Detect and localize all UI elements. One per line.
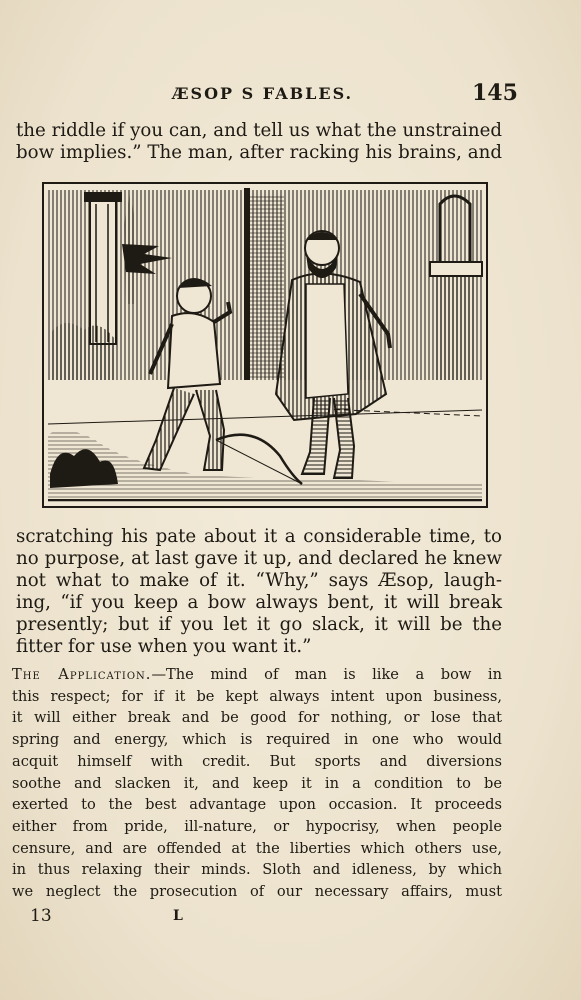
text-line: not what to make of it. “Why,” says Æsop, laugh- [16, 570, 502, 591]
text-top [16, 120, 502, 164]
text-line: soothe and slacken it, and keep it in a condition to be [12, 774, 502, 792]
signature-mark: 13 [30, 906, 52, 926]
running-title: ÆSOP S FABLES. [172, 84, 354, 103]
application-paragraph [12, 664, 502, 903]
text-line: either from pride, ill-nature, or hypocrisy, when people [12, 817, 502, 835]
signature-letter: L [173, 908, 183, 924]
text-line: scratching his pate about it a considerable time, to [16, 526, 502, 547]
text-line: acquit himself with credit. But sports and diversions [12, 752, 502, 770]
text-line: censure, and are offended at the liberties which others use, [12, 839, 502, 857]
text-middle [16, 526, 502, 658]
text-line: the riddle if you can, and tell us what the unstrained [16, 120, 502, 141]
text-line: bow implies.” The man, after racking his brains, and [16, 142, 502, 163]
text-line: it will either break and be good for nothing, or lose that [12, 709, 502, 727]
application-heading: The Application. [12, 666, 152, 683]
text-line: this respect; for if it be kept always intent upon business, [12, 687, 502, 705]
text-line: we neglect the prosecution of our necessary affairs, must [12, 883, 502, 901]
woodcut-illustration [42, 182, 488, 508]
page-footer [0, 906, 581, 932]
text-line: presently; but if you let it go slack, it will be the [16, 614, 502, 635]
text-line: spring and energy, which is required in one who would [12, 731, 502, 749]
text-line: no purpose, at last gave it up, and declared he knew [16, 548, 502, 569]
text-line: exerted to the best advantage upon occasion. It proceeds [12, 796, 502, 814]
text-line: in thus relaxing their minds. Sloth and idleness, by which [12, 861, 502, 879]
page-number: 145 [472, 80, 518, 106]
woodcut-aesop-and-youth-icon [44, 184, 486, 506]
text-line [12, 664, 502, 686]
text-line: ing, “if you keep a bow always bent, it will break [16, 592, 502, 613]
text-line-rest: —The mind of man is like a bow in [151, 666, 502, 683]
page-header [0, 80, 581, 110]
text-line: fitter for use when you want it.” [16, 636, 312, 657]
